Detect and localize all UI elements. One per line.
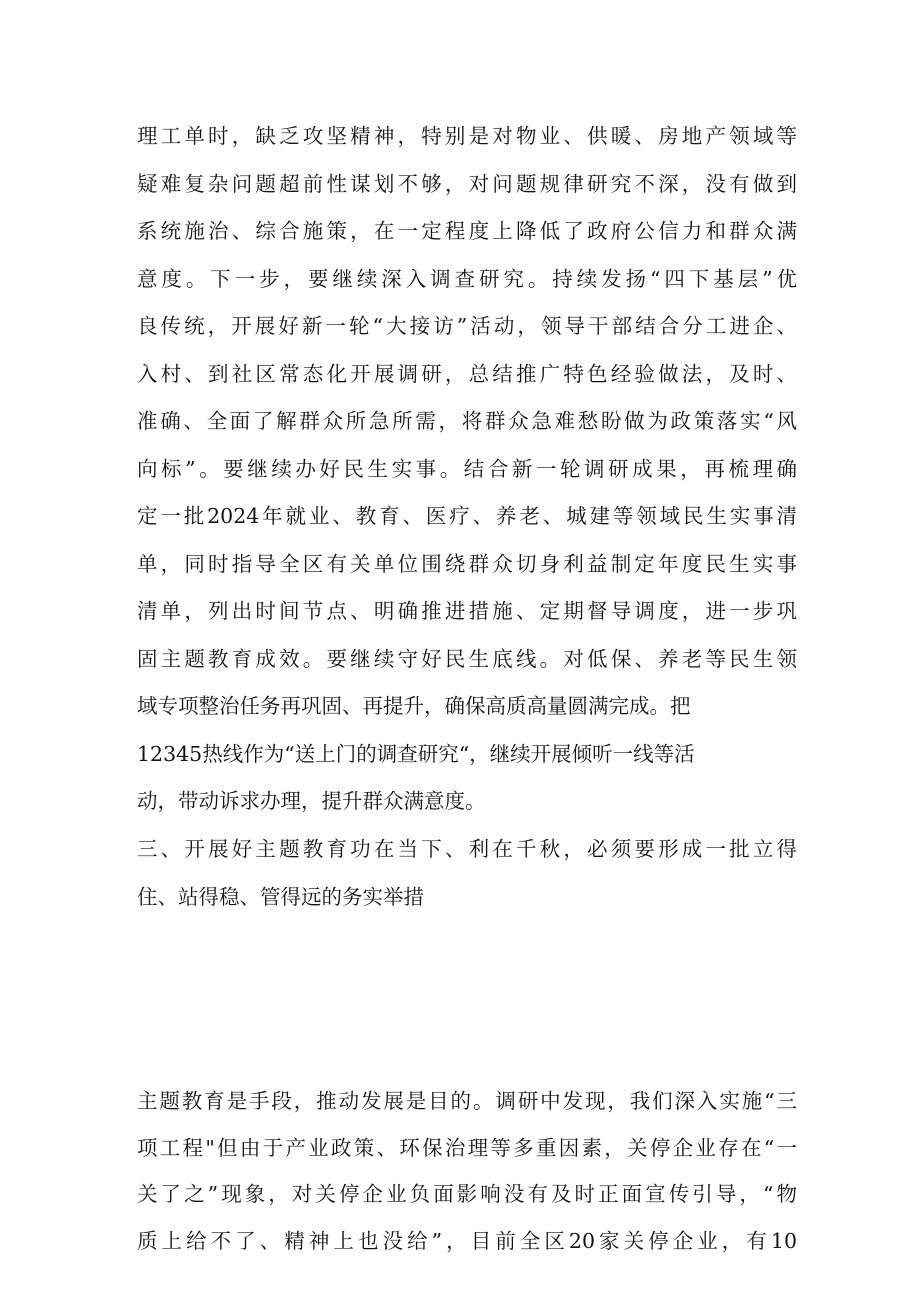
paragraph-line: 良传统，开展好新一轮“大接访”活动，领导干部结合分工进企、 bbox=[137, 314, 797, 338]
body-paragraph bbox=[137, 113, 797, 826]
heading-line: 住、站得稳、管得远的务实举措 bbox=[137, 884, 424, 909]
paragraph-line: 系统施治、综合施策，在一定程度上降低了政府公信力和群众满 bbox=[137, 219, 797, 243]
section-heading bbox=[137, 826, 797, 921]
paragraph-line: 单，同时指导全区有关单位围绕群众切身利益制定年度民生实事 bbox=[137, 551, 797, 576]
paragraph-line: 疑难复杂问题超前性谋划不够，对问题规律研究不深，没有做到 bbox=[137, 171, 797, 196]
paragraph-line: 12345热线作为“送上门的调查研究“，继续开展倾听一线等活 bbox=[137, 741, 695, 766]
heading-line: 三、开展好主题教育功在当下、利在千秋，必须要形成一批立得 bbox=[137, 837, 797, 861]
paragraph-line: 向标”。要继续办好民生实事。结合新一轮调研成果，再梳理确 bbox=[137, 456, 797, 481]
paragraph-line: 项工程"但由于产业政策、环保治理等多重因素，关停企业存在“一 bbox=[137, 1135, 797, 1160]
paragraph-line: 关了之”现象，对关停企业负面影响没有及时正面宣传引导，“物 bbox=[137, 1182, 797, 1206]
paragraph-line: 意度。下一步，要继续深入调查研究。持续发扬“四下基层”优 bbox=[137, 266, 797, 291]
body-paragraph bbox=[137, 1078, 797, 1264]
paragraph-line: 质上给不了、精神上也没给”，目前全区20家关停企业，有10 bbox=[137, 1228, 797, 1253]
paragraph-line: 清单，列出时间节点、明确推进措施、定期督导调度，进一步巩 bbox=[137, 599, 797, 623]
paragraph-line: 定一批2024年就业、教育、医疗、养老、城建等领域民生实事清 bbox=[137, 504, 797, 528]
paragraph-line: 主题教育是手段，推动发展是目的。调研中发现，我们深入实施“三 bbox=[137, 1089, 797, 1113]
paragraph-line: 准确、全面了解群众所急所需，将群众急难愁盼做为政策落实“风 bbox=[137, 409, 797, 433]
paragraph-line: 域专项整治任务再巩固、再提升，确保高质高量圆满完成。把 bbox=[137, 694, 691, 718]
paragraph-line: 动，带动诉求办理，提升群众满意度。 bbox=[137, 789, 486, 813]
paragraph-line: 固主题教育成效。要继续守好民生底线。对低保、养老等民生领 bbox=[137, 646, 797, 671]
paragraph-line: 理工单时，缺乏攻坚精神，特别是对物业、供暖、房地产领域等 bbox=[137, 124, 797, 148]
paragraph-line: 入村、到社区常态化开展调研，总结推广特色经验做法，及时、 bbox=[137, 361, 797, 386]
